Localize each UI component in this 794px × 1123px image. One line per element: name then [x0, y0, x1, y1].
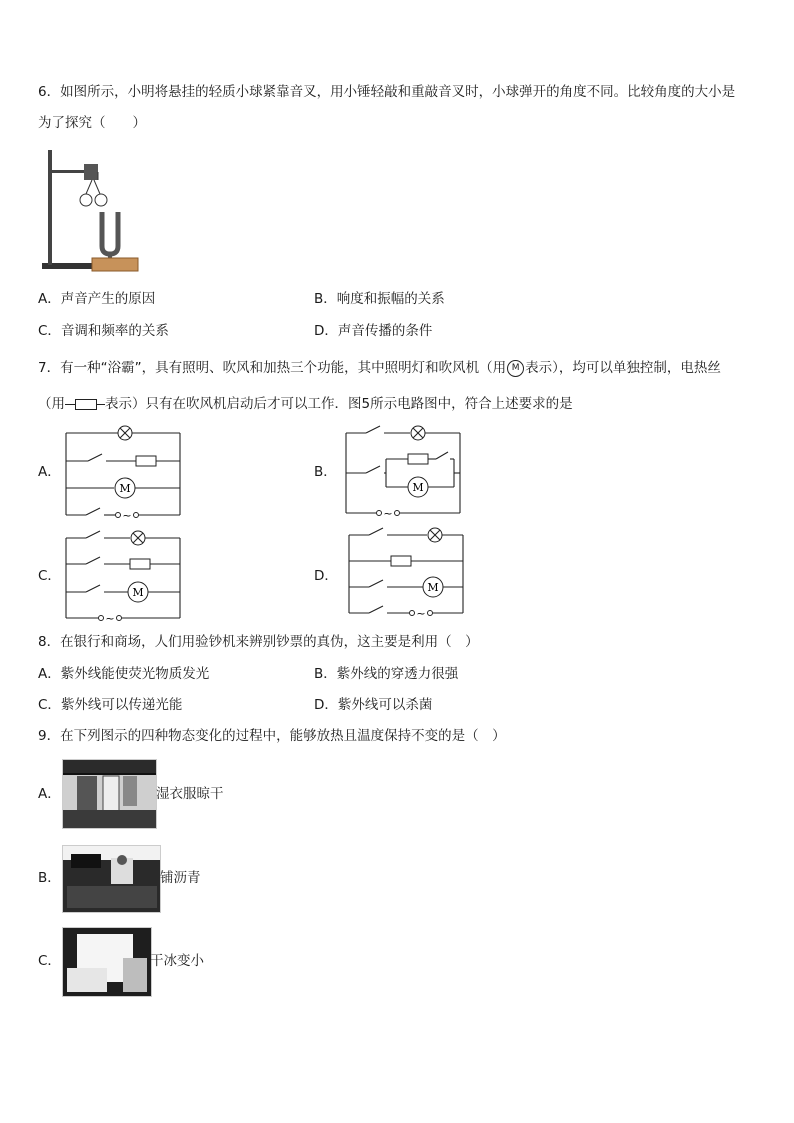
q6-option-c: C．音调和频率的关系: [38, 323, 169, 339]
q9-option-c-text: 干冰变小: [150, 953, 204, 969]
motor-symbol-inline: M: [507, 360, 524, 377]
q8-option-b: B．紫外线的穿透力很强: [314, 666, 459, 682]
q6-option-b: B．响度和振幅的关系: [314, 291, 445, 307]
q9-option-a-label: A．: [38, 786, 61, 802]
q8-stem: 8．在银行和商场，人们用验钞机来辨别钞票的真伪，这主要是利用（ ）: [38, 634, 479, 650]
q9-stem: 9．在下列图示的四种物态变化的过程中，能够放热且温度保持不变的是（ ）: [38, 728, 506, 744]
motor-label-c: M: [132, 586, 144, 599]
wet-clothes-drying-photo: [62, 759, 157, 829]
q9-option-c-label: C．: [38, 953, 61, 969]
circuit-diagram-a: [60, 425, 185, 520]
q7-option-b-label: B．: [314, 464, 337, 480]
resistor-symbol-inline: [65, 399, 105, 409]
q7-option-d-label: D．: [314, 568, 338, 584]
ac-source-c: ~: [105, 612, 115, 625]
ac-source-a: ~: [122, 509, 132, 522]
circuit-diagram-b: [340, 425, 465, 520]
circuit-diagram-c: [60, 530, 185, 625]
q6-option-d: D．声音传播的条件: [314, 323, 433, 339]
motor-label-d: M: [427, 581, 439, 594]
q9-option-b-text: 铺沥青: [160, 870, 201, 886]
tuning-fork-apparatus-figure: [40, 146, 140, 274]
q9-option-b-label: B．: [38, 870, 61, 886]
ac-source-d: ~: [416, 607, 426, 620]
motor-label-a: M: [119, 482, 131, 495]
q9-option-a-text: 湿衣服晾干: [156, 786, 224, 802]
q7-option-c-label: C．: [38, 568, 61, 584]
q7-option-a-label: A．: [38, 464, 61, 480]
q7-stem-line2: （用 表示）只有在吹风机启动后才可以工作．图5所示电路图中，符合上述要求的是: [38, 396, 573, 412]
q8-option-a: A．紫外线能使荧光物质发光: [38, 666, 210, 682]
q8-option-d: D．紫外线可以杀菌: [314, 697, 433, 713]
dry-ice-shrinking-photo: [62, 927, 152, 997]
q8-option-c: C．紫外线可以传递光能: [38, 697, 183, 713]
motor-label-b: M: [412, 481, 424, 494]
q6-stem-line1: 6．如图所示，小明将悬挂的轻质小球紧靠音叉，用小锤轻敲和重敲音叉时，小球弹开的角度不同。比较角度的大小是: [38, 84, 736, 100]
q7-stem-line1: 7．有一种“浴霸”，具有照明、吹风和加热三个功能，其中照明灯和吹风机（用 M 表示），均可以单独控制，电热丝: [38, 360, 721, 376]
ac-source-b: ~: [383, 507, 393, 520]
q6-stem-line2: 为了探究（ ）: [38, 115, 146, 131]
q6-option-a: A．声音产生的原因: [38, 291, 156, 307]
circuit-diagram-d: [343, 525, 468, 620]
paving-asphalt-photo: [62, 845, 161, 913]
